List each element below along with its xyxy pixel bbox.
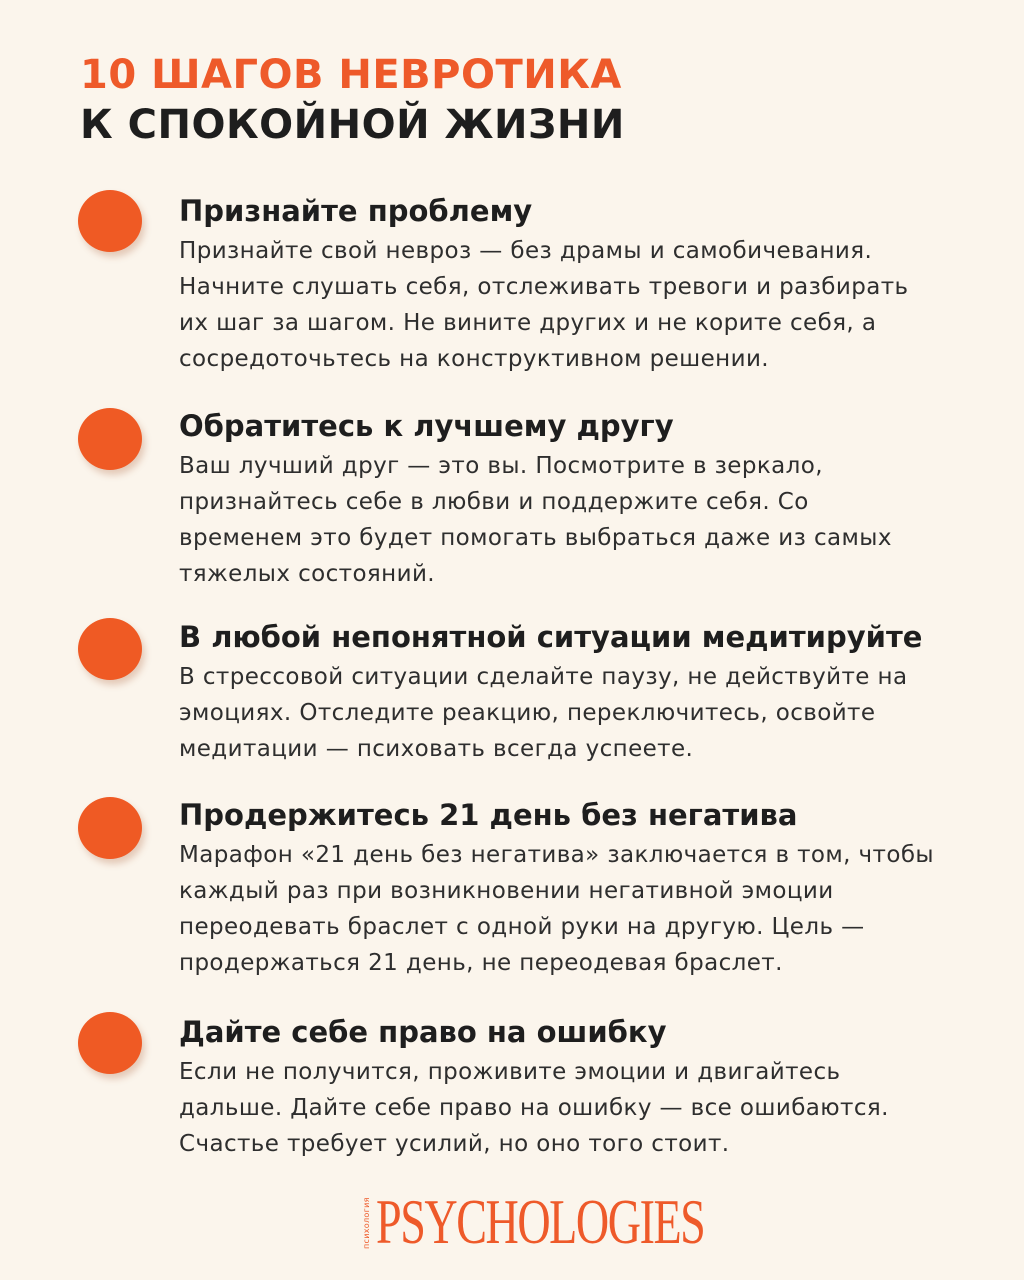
- logo-wordmark: PSYCHOLOGIES: [376, 1186, 705, 1257]
- step-description-line: Счастье требует усилий, но оно того стоит.: [179, 1131, 730, 1157]
- bullet-circle-icon: [78, 408, 142, 470]
- page-title: [80, 50, 625, 150]
- bullet-circle-icon: [78, 1012, 142, 1074]
- step-description-line: продержаться 21 день, не переодевая браслет.: [179, 950, 783, 976]
- step-description: [179, 1054, 979, 1162]
- step-description-line: Признайте свой невроз — без драмы и самобичевания.: [179, 238, 873, 264]
- step-description: [179, 448, 979, 592]
- step-description-line: Если не получится, проживите эмоции и двигайтесь: [179, 1059, 841, 1085]
- psychologies-logo: [362, 1186, 705, 1257]
- step-title: Продержитесь 21 день без негатива: [179, 798, 798, 832]
- step-description-line: Марафон «21 день без негатива» заключается в том, чтобы: [179, 842, 934, 868]
- step-description-line: переодевать браслет с одной руки на другую. Цель —: [179, 914, 865, 940]
- step-description-line: медитации — психовать всегда успеете.: [179, 736, 694, 762]
- bullet-circle-icon: [78, 618, 142, 680]
- step-title: Обратитесь к лучшему другу: [179, 409, 674, 443]
- step-title: В любой непонятной ситуации медитируйте: [179, 620, 923, 654]
- bullet-circle-icon: [78, 797, 142, 859]
- bullet-circle-icon: [78, 190, 142, 252]
- step-description-line: временем это будет помогать выбраться даже из самых: [179, 525, 892, 551]
- step-description-line: Ваш лучший друг — это вы. Посмотрите в зеркало,: [179, 453, 823, 479]
- step-description-line: сосредоточьтесь на конструктивном решении.: [179, 346, 770, 372]
- page-title-line-1: 10 ШАГОВ НЕВРОТИКА: [80, 52, 622, 98]
- step-description-line: их шаг за шагом. Не вините других и не корите себя, а: [179, 310, 877, 336]
- step-description-line: каждый раз при возникновении негативной эмоции: [179, 878, 834, 904]
- step-title: Признайте проблему: [179, 194, 533, 228]
- step-description-line: тяжелых состояний.: [179, 561, 435, 587]
- step-description-line: признайтесь себе в любви и поддержите себя. Со: [179, 489, 809, 515]
- step-description-line: В стрессовой ситуации сделайте паузу, не действуйте на: [179, 664, 908, 690]
- step-description-line: дальше. Дайте себе право на ошибку — все ошибаются.: [179, 1095, 889, 1121]
- step-description: [179, 233, 979, 377]
- step-title: Дайте себе право на ошибку: [179, 1015, 667, 1049]
- logo-small-text: психология: [362, 1197, 371, 1249]
- step-description: [179, 659, 979, 767]
- step-description-line: эмоциях. Отследите реакцию, переключитесь, освойте: [179, 700, 876, 726]
- page-title-line-2: К СПОКОЙНОЙ ЖИЗНИ: [80, 102, 625, 148]
- step-description-line: Начните слушать себя, отслеживать тревоги и разбирать: [179, 274, 909, 300]
- step-description: [179, 837, 979, 981]
